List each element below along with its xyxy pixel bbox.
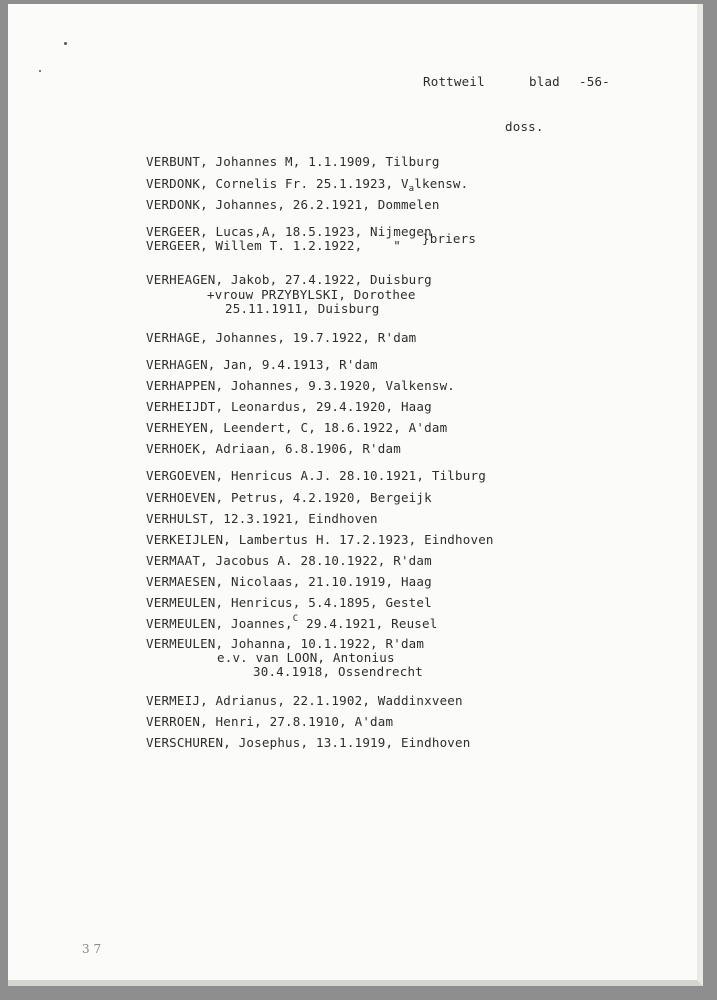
document-page	[8, 4, 703, 986]
list-item: VERMEULEN, Johanna, 10.1.1922, R'dam	[146, 636, 425, 651]
ink-speck	[64, 42, 67, 45]
list-item: VERHULST, 12.3.1921, Eindhoven	[146, 511, 378, 526]
list-item: VERMEIJ, Adrianus, 22.1.1902, Waddinxveen	[146, 693, 463, 708]
list-item: VERROEN, Henri, 27.8.1910, A'dam	[146, 714, 394, 729]
list-item: VERDONK, Cornelis Fr. 25.1.1923, $V_alkensw$.	[146, 176, 469, 194]
list-item-continuation: 25.11.1911, Duisburg	[225, 301, 380, 316]
list-item: VERHEYEN, Leendert, C, 18.6.1922, A'dam	[146, 420, 448, 435]
list-item: VERGOEVEN, Henricus A.J. 28.10.1921, Tilburg	[146, 468, 486, 483]
sheet-number: -56-	[579, 74, 610, 89]
sheet-label: blad	[529, 74, 560, 89]
list-item-continuation: e.v. van LOON, Antonius	[217, 650, 395, 665]
list-item: VERMEULEN, Joannes,$^C$ 29.4.1921, Reusel	[146, 614, 438, 631]
list-item: VERHEAGEN, Jakob, 27.4.1922, Duisburg	[146, 272, 432, 287]
list-item: VERGEER, Lucas,A, 18.5.1923, Nijmegen	[146, 224, 432, 239]
list-item: VERDONK, Johannes, 26.2.1921, Dommelen	[146, 197, 440, 212]
handwritten-margin-note: 3 7	[82, 942, 102, 956]
bracket-note: }briers	[422, 231, 477, 246]
list-item: VERMAESEN, Nicolaas, 21.10.1919, Haag	[146, 574, 432, 589]
list-item: VERHOEK, Adriaan, 6.8.1906, R'dam	[146, 441, 401, 456]
list-item: VERGEER, Willem T. 1.2.1922, "	[146, 238, 401, 253]
dossier-label: doss.	[505, 119, 544, 134]
ink-speck	[39, 70, 41, 72]
list-item-continuation: +vrouw PRZYBYLSKI, Dorothee	[207, 287, 416, 302]
list-item: VERHEIJDT, Leonardus, 29.4.1920, Haag	[146, 399, 432, 414]
list-item: VERHOEVEN, Petrus, 4.2.1920, Bergeijk	[146, 490, 432, 505]
list-item: VERMAAT, Jacobus A. 28.10.1922, R'dam	[146, 553, 432, 568]
list-item: VERSCHUREN, Josephus, 13.1.1919, Eindhoven	[146, 735, 471, 750]
list-item: VERKEIJLEN, Lambertus H. 17.2.1923, Eindhoven	[146, 532, 494, 547]
camp-name: Rottweil	[423, 74, 485, 89]
list-item: VERHAGE, Johannes, 19.7.1922, R'dam	[146, 330, 417, 345]
list-item: VERHAPPEN, Johannes, 9.3.1920, Valkensw.	[146, 378, 456, 393]
list-item: VERBUNT, Johannes M, 1.1.1909, Tilburg	[146, 154, 440, 169]
list-item-continuation: 30.4.1918, Ossendrecht	[253, 664, 423, 679]
list-item: VERHAGEN, Jan, 9.4.1913, R'dam	[146, 357, 378, 372]
list-item: VERMEULEN, Henricus, 5.4.1895, Gestel	[146, 595, 432, 610]
